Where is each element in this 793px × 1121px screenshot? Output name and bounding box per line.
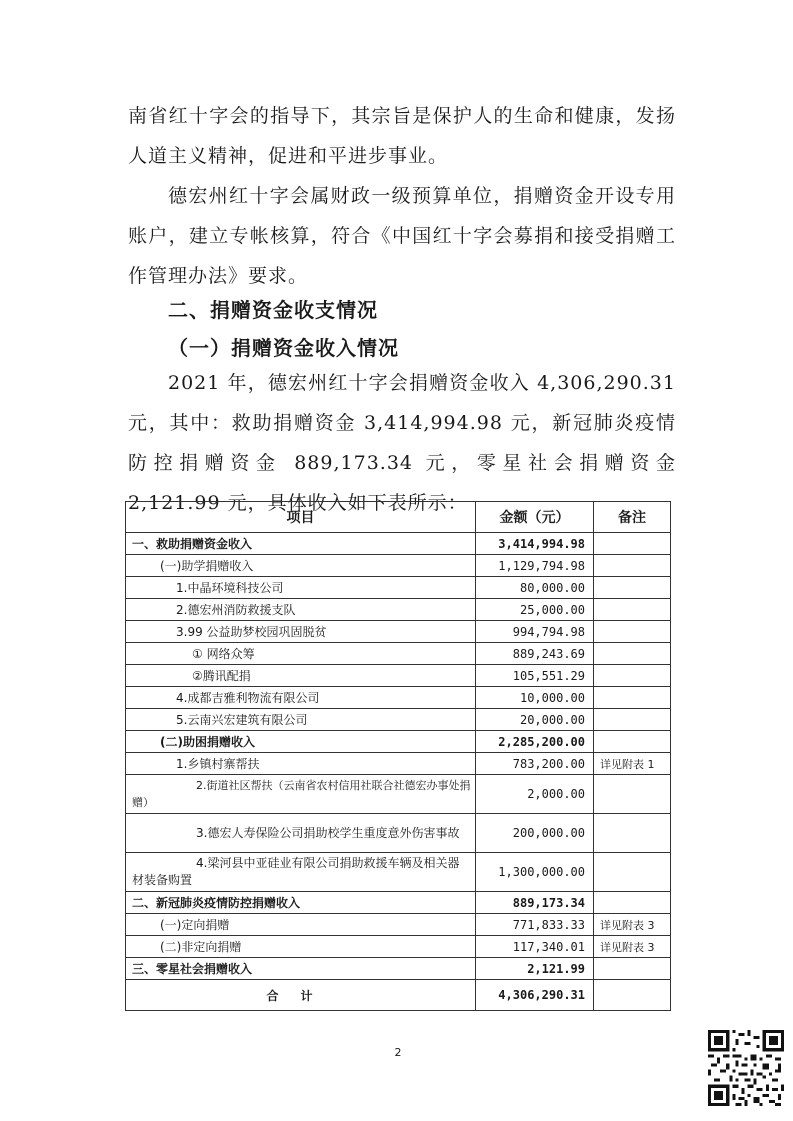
row-amount: 20,000.00 <box>476 709 594 731</box>
qr-code-icon <box>708 1030 784 1106</box>
table-row <box>126 936 671 958</box>
table-row <box>126 914 671 936</box>
table-row <box>126 892 671 914</box>
subsection-heading: （一）捐赠资金收入情况 <box>168 336 399 360</box>
table-row <box>126 958 671 980</box>
row-item: 一、救助捐赠资金收入 <box>126 533 476 555</box>
row-item: (二)助困捐赠收入 <box>126 731 476 753</box>
row-item: ②腾讯配捐 <box>126 665 476 687</box>
row-item: (一)定向捐赠 <box>126 914 476 936</box>
total-label: 合计 <box>126 980 476 1011</box>
row-item: 1.中晶环境科技公司 <box>126 577 476 599</box>
row-note <box>594 814 671 853</box>
row-note: 详见附表 1 <box>594 753 671 775</box>
row-note <box>594 709 671 731</box>
row-amount: 80,000.00 <box>476 577 594 599</box>
row-amount: 771,833.33 <box>476 914 594 936</box>
paragraph-income-summary: 2021 年，德宏州红十字会捐赠资金收入 4,306,290.31 元，其中：救助捐赠资金 3,414,994.98 元，新冠肺炎疫情防控捐赠资金 889,173.34 元，零星社会捐赠资金 2,121.99 元，具体收入如下表所示： <box>128 372 676 514</box>
row-note <box>594 853 671 892</box>
row-amount: 200,000.00 <box>476 814 594 853</box>
row-note <box>594 533 671 555</box>
row-note <box>594 599 671 621</box>
table-total-row <box>126 980 671 1011</box>
row-amount: 2,000.00 <box>476 775 594 814</box>
row-amount: 2,285,200.00 <box>476 731 594 753</box>
table-row <box>126 533 671 555</box>
row-note <box>594 731 671 753</box>
table-header-row <box>126 502 671 533</box>
header-amount: 金额（元） <box>476 502 594 533</box>
page-number: 2 <box>394 1046 402 1059</box>
row-note <box>594 775 671 814</box>
row-item: 3.德宏人寿保险公司捐助校学生重度意外伤害事故 <box>126 814 476 853</box>
row-note: 详见附表 3 <box>594 936 671 958</box>
header-note: 备注 <box>594 502 671 533</box>
row-item: 2.德宏州消防救援支队 <box>126 599 476 621</box>
table-row <box>126 687 671 709</box>
paragraph-intro-tail: 南省红十字会的指导下，其宗旨是保护人的生命和健康，发扬人道主义精神，促进和平进步事业。 <box>128 105 676 167</box>
row-item: 4.成都吉雅利物流有限公司 <box>126 687 476 709</box>
row-note <box>594 665 671 687</box>
row-amount: 10,000.00 <box>476 687 594 709</box>
table-row <box>126 599 671 621</box>
table-row <box>126 665 671 687</box>
row-item: (二)非定向捐赠 <box>126 936 476 958</box>
total-note <box>594 980 671 1011</box>
table-row <box>126 643 671 665</box>
row-note <box>594 643 671 665</box>
total-amount: 4,306,290.31 <box>476 980 594 1011</box>
table-row <box>126 555 671 577</box>
row-amount: 25,000.00 <box>476 599 594 621</box>
table-row <box>126 853 671 892</box>
row-item: 5.云南兴宏建筑有限公司 <box>126 709 476 731</box>
row-amount: 783,200.00 <box>476 753 594 775</box>
row-amount: 2,121.99 <box>476 958 594 980</box>
row-item: 二、新冠肺炎疫情防控捐赠收入 <box>126 892 476 914</box>
donation-income-table <box>125 501 671 1011</box>
row-item: (一)助学捐赠收入 <box>126 555 476 577</box>
row-note <box>594 577 671 599</box>
row-amount: 889,243.69 <box>476 643 594 665</box>
row-note <box>594 892 671 914</box>
header-item: 项目 <box>126 502 476 533</box>
paragraph-budget-unit: 德宏州红十字会属财政一级预算单位，捐赠资金开设专用账户，建立专帐核算，符合《中国红十字会募捐和接受捐赠工作管理办法》要求。 <box>128 185 676 287</box>
row-note: 详见附表 3 <box>594 914 671 936</box>
row-item: 2.街道社区帮扶（云南省农村信用社联合社德宏办事处捐赠） <box>126 775 476 814</box>
section-heading: 二、捐赠资金收支情况 <box>168 298 378 322</box>
row-note <box>594 555 671 577</box>
row-item: 3.99 公益助梦校园巩固脱贫 <box>126 621 476 643</box>
row-item: 4.梁河县中亚硅业有限公司捐助救援车辆及相关器材装备购置 <box>126 853 476 892</box>
row-item: 三、零星社会捐赠收入 <box>126 958 476 980</box>
row-amount: 889,173.34 <box>476 892 594 914</box>
row-note <box>594 687 671 709</box>
table-row <box>126 814 671 853</box>
table-row <box>126 577 671 599</box>
table-row <box>126 731 671 753</box>
row-amount: 105,551.29 <box>476 665 594 687</box>
table-row <box>126 709 671 731</box>
row-amount: 994,794.98 <box>476 621 594 643</box>
row-item: 1.乡镇村寨帮扶 <box>126 753 476 775</box>
row-note <box>594 958 671 980</box>
table-row <box>126 621 671 643</box>
row-note <box>594 621 671 643</box>
table-row <box>126 775 671 814</box>
table-row <box>126 753 671 775</box>
row-amount: 1,300,000.00 <box>476 853 594 892</box>
row-amount: 3,414,994.98 <box>476 533 594 555</box>
row-amount: 1,129,794.98 <box>476 555 594 577</box>
row-amount: 117,340.01 <box>476 936 594 958</box>
row-item: ① 网络众筹 <box>126 643 476 665</box>
